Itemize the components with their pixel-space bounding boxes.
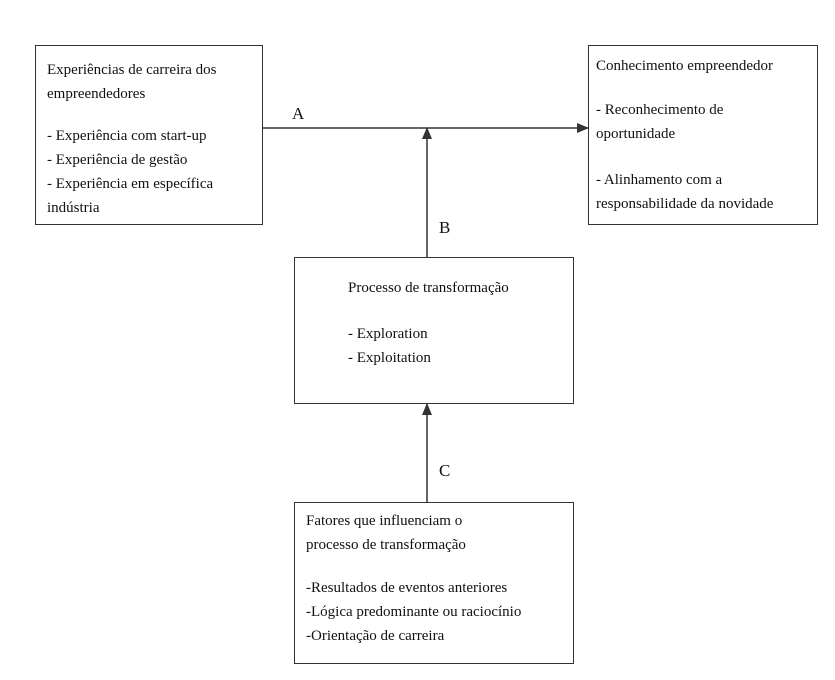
box-text-line: indústria xyxy=(47,200,100,216)
box-text-line: - Experiência de gestão xyxy=(47,152,188,168)
box-text-line: -Lógica predominante ou raciocínio xyxy=(306,604,522,620)
box-text-line: oportunidade xyxy=(596,126,676,142)
box-text-line: -Orientação de carreira xyxy=(306,628,445,644)
box-text-line: processo de transformação xyxy=(306,537,466,553)
arrow-label-c: C xyxy=(439,461,451,480)
box-text-line: empreendedores xyxy=(47,86,146,102)
box-text-line: Conhecimento empreendedor xyxy=(596,58,774,74)
box-text-line: Experiências de carreira dos xyxy=(47,62,217,78)
influencing-factors-box xyxy=(294,502,574,664)
box-text-line: - Exploitation xyxy=(348,350,431,366)
box-text-line: Fatores que influenciam o xyxy=(306,513,463,529)
box-text-line: - Exploration xyxy=(348,326,428,342)
box-text-line: -Resultados de eventos anteriores xyxy=(306,580,508,596)
entrepreneurial-knowledge-box xyxy=(588,45,818,225)
box-text-line: responsabilidade da novidade xyxy=(596,196,774,212)
arrow-label-a: A xyxy=(292,104,305,123)
box-text-line: - Reconhecimento de xyxy=(596,102,724,118)
box-text-line: - Experiência em específica xyxy=(47,176,214,192)
arrow-label-b: B xyxy=(439,218,451,237)
transformation-process-box xyxy=(294,257,574,404)
box-text-line: - Experiência com start-up xyxy=(47,128,207,144)
career-experiences-box xyxy=(35,45,263,225)
box-text-line: Processo de transformação xyxy=(348,280,509,296)
box-text-line: - Alinhamento com a xyxy=(596,172,723,188)
